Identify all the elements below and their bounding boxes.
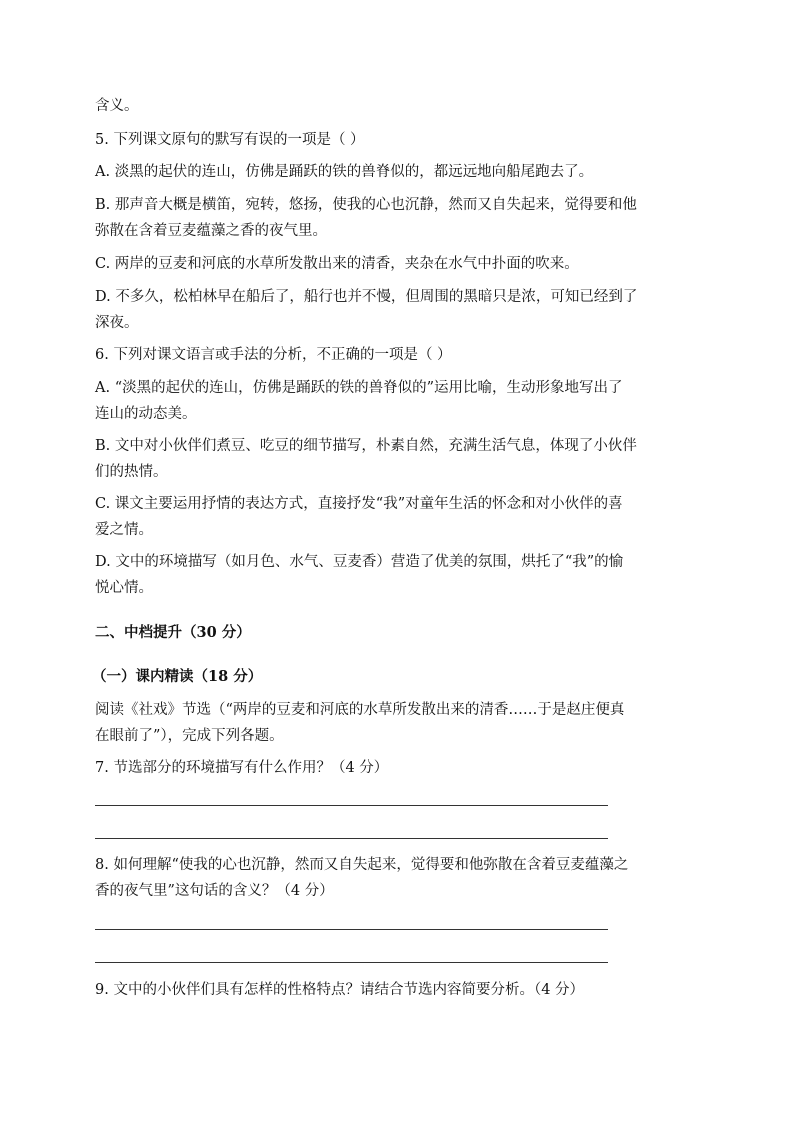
intro-tail-text: 含义。 bbox=[95, 98, 139, 114]
q5-option-b-line1: B. 那声音大概是横笛，宛转，悠扬，使我的心也沉静，然而又自失起来，觉得要和他 bbox=[95, 197, 637, 213]
section-heading: 二、中档提升（30 分） bbox=[95, 624, 251, 641]
q5-option-d-line1: D. 不多久，松柏林早在船后了，船行也并不慢，但周围的黑暗只是浓，可知已经到了 bbox=[95, 289, 638, 305]
q6-option-d-line2: 悦心情。 bbox=[95, 580, 153, 596]
subsection-heading: （一）课内精读（18 分） bbox=[92, 668, 263, 685]
q7-stem: 7. 节选部分的环境描写有什么作用？（4 分） bbox=[95, 760, 389, 776]
q6-option-b-line2: 们的热情。 bbox=[95, 464, 168, 480]
q5-option-b-line2: 弥散在含着豆麦蕴藻之香的夜气里。 bbox=[95, 223, 327, 239]
q6-stem: 6. 下列对课文语言或手法的分析，不正确的一项是（ ） bbox=[95, 347, 452, 363]
q6-option-a-line2: 连山的动态美。 bbox=[95, 406, 197, 422]
q9-stem: 9. 文中的小伙伴们具有怎样的性格特点？请结合节选内容简要分析。（4 分） bbox=[95, 982, 585, 998]
q8-stem-line1: 8. 如何理解“使我的心也沉静，然而又自失起来，觉得要和他弥散在含着豆麦蕴藻之 bbox=[95, 857, 629, 873]
q5-option-a: A. 淡黑的起伏的连山，仿佛是踊跃的铁的兽脊似的，都远远地向船尾跑去了。 bbox=[95, 164, 594, 180]
q6-option-b-line1: B. 文中对小伙伴们煮豆、吃豆的细节描写，朴素自然，充满生活气息，体现了小伙伴 bbox=[95, 438, 637, 454]
q8-stem-line2: 香的夜气里”这句话的含义？（4 分） bbox=[95, 883, 334, 899]
reading-instruction-line2: 在眼前了”），完成下列各题。 bbox=[95, 728, 284, 744]
q5-option-d-line2: 深夜。 bbox=[95, 315, 139, 331]
q6-option-d-line1: D. 文中的环境描写（如月色、水气、豆麦香）营造了优美的氛围，烘托了“我”的愉 bbox=[95, 554, 624, 570]
q5-stem: 5. 下列课文原句的默写有误的一项是（ ） bbox=[95, 132, 365, 148]
q6-option-c-line2: 爱之情。 bbox=[95, 522, 153, 538]
reading-instruction-line1: 阅读《社戏》节选（“两岸的豆麦和河底的水草所发散出来的清香……于是赵庄便真 bbox=[95, 702, 625, 718]
q8-answer-line-2[interactable] bbox=[95, 962, 608, 963]
q8-answer-line-1[interactable] bbox=[95, 929, 608, 930]
q5-option-c: C. 两岸的豆麦和河底的水草所发散出来的清香，夹杂在水气中扑面的吹来。 bbox=[95, 256, 579, 272]
q6-option-a-line1: A. “淡黑的起伏的连山，仿佛是踊跃的铁的兽脊似的”运用比喻，生动形象地写出了 bbox=[95, 380, 623, 396]
q7-answer-line-1[interactable] bbox=[95, 805, 608, 806]
q7-answer-line-2[interactable] bbox=[95, 838, 608, 839]
q6-option-c-line1: C. 课文主要运用抒情的表达方式，直接抒发“我”对童年生活的怀念和对小伙伴的喜 bbox=[95, 496, 623, 512]
